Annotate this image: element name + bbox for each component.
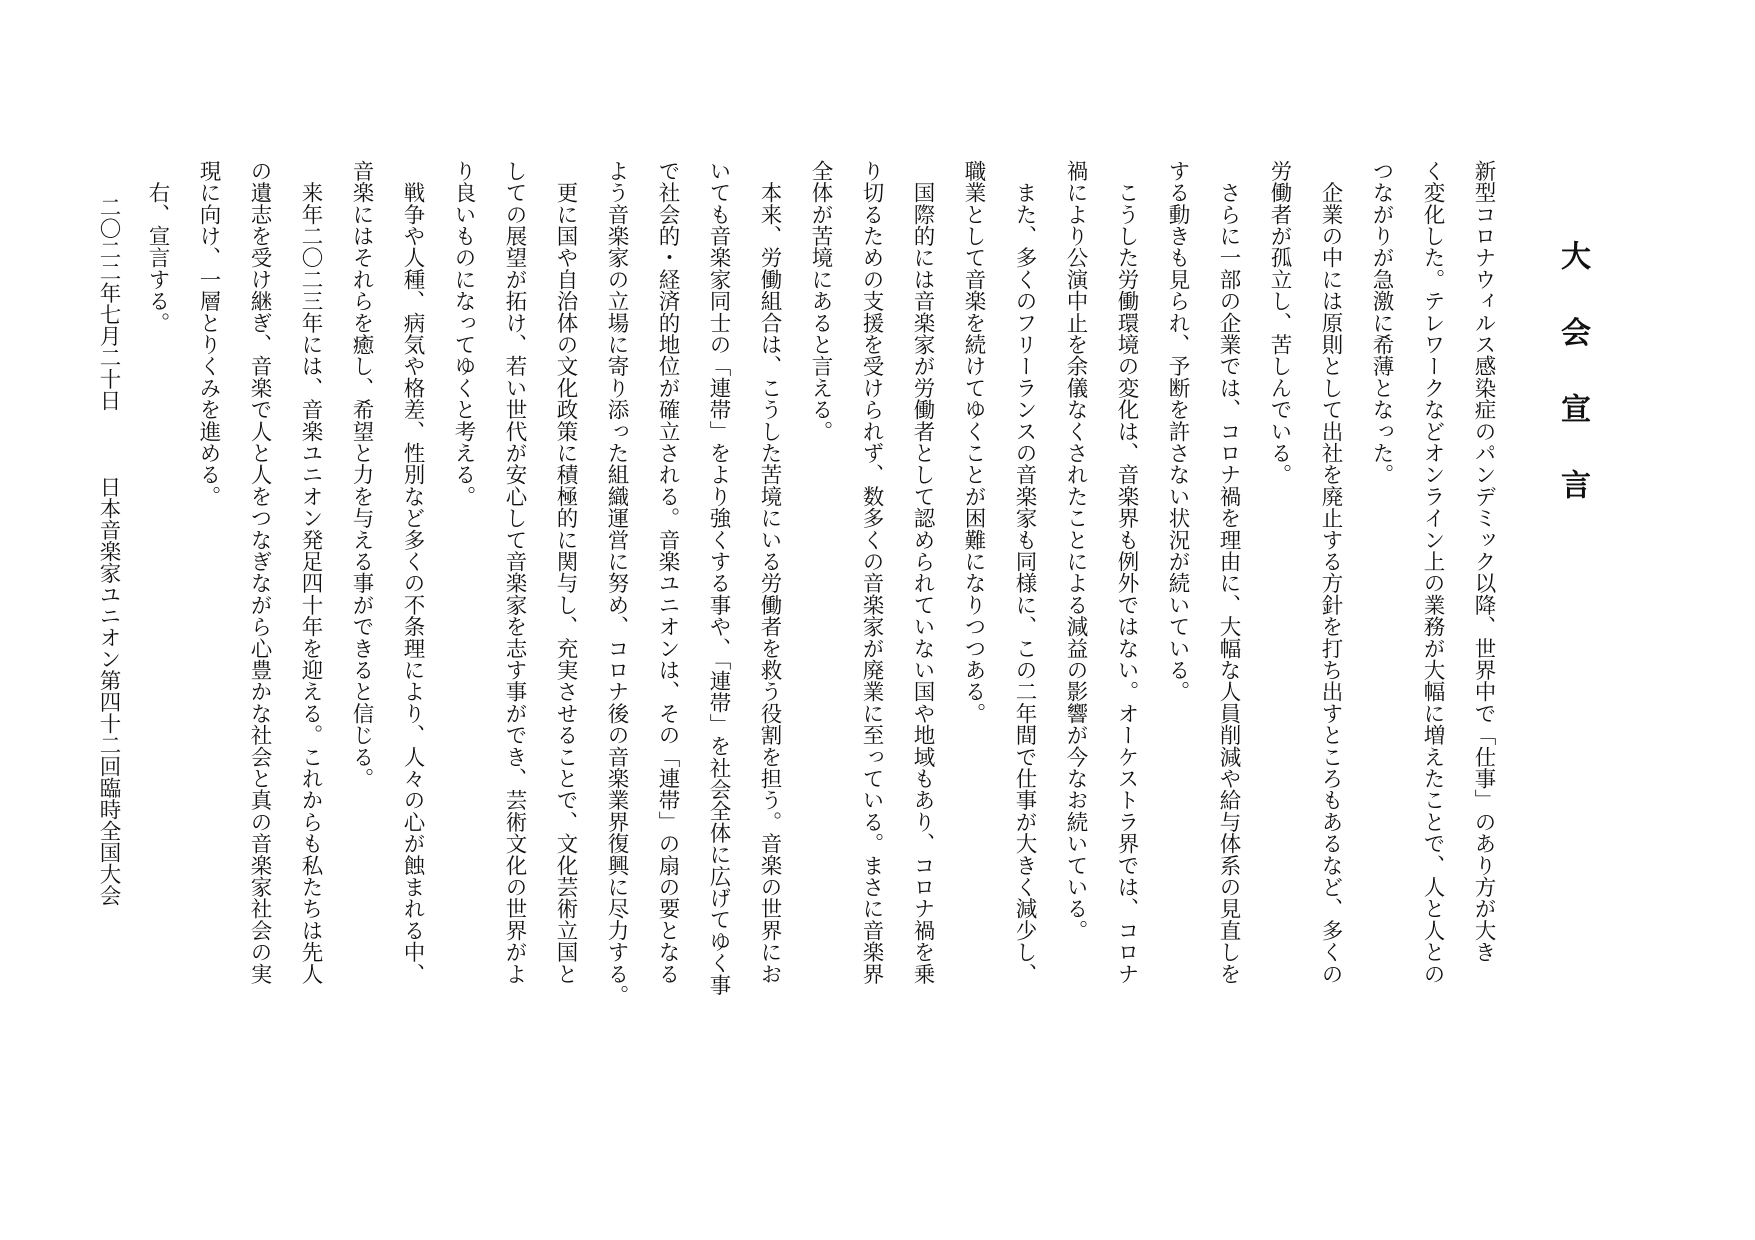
paragraph-7	[591, 160, 795, 1120]
text-line: つながりが急激に希薄となった。	[1369, 160, 1394, 486]
text-line: 右、宣言する。	[145, 160, 170, 334]
paragraph-6	[795, 160, 948, 1120]
text-line: 労働者が孤立し、苦しんでいる。	[1267, 160, 1292, 486]
paragraph-8	[438, 160, 591, 1120]
closing-statement	[132, 160, 183, 1120]
paragraph-2	[1254, 160, 1356, 1120]
text-line: 国際的には音楽家が労働者として認められていない国や地域もあり、コロナ禍を乗	[910, 160, 935, 985]
organization-line: 日本音楽家ユニオン第四十二回臨時全国大会	[96, 475, 121, 906]
text-line: する動きも見られ、予断を許さない状況が続いている。	[1165, 160, 1190, 703]
text-line: の遺志を受け継ぎ、音楽で人と人をつなぎながら心豊かな社会と真の音楽家社会の実	[247, 160, 272, 985]
paragraph-5	[948, 160, 1050, 1120]
paragraph-3	[1152, 160, 1254, 1120]
text-line: よう音楽家の立場に寄り添った組織運営に努め、コロナ後の音楽業界復興に尽力する。	[604, 160, 629, 1007]
text-line: 本来、労働組合は、こうした苦境にいる労働者を救う役割を担う。音楽の世界にお	[757, 160, 782, 985]
text-line: 更に国や自治体の文化政策に積極的に関与し、充実させることで、文化芸術立国と	[553, 160, 578, 985]
paragraph-10	[183, 160, 336, 1120]
text-line: 現に向け、一層とりくみを進める。	[196, 160, 221, 508]
text-line: り切るための支援を受けられず、数多くの音楽家が廃業に至っている。まさに音楽界	[859, 160, 884, 985]
paragraph-4	[1050, 160, 1152, 1120]
text-line: 職業として音楽を続けてゆくことが困難になりつつある。	[961, 160, 986, 725]
text-line: 全体が苦境にあると言える。	[808, 160, 833, 443]
text-line: さらに一部の企業では、コロナ禍を理由に、大幅な人員削減や給与体系の見直しを	[1216, 160, 1241, 985]
text-line: 企業の中には原則として出社を廃止する方針を打ち出すところもあるなど、多くの	[1318, 160, 1343, 985]
text-line: こうした労働環境の変化は、音楽界も例外ではない。オーケストラ界では、コロナ	[1114, 160, 1139, 985]
paragraph-1	[1356, 160, 1509, 1120]
text-line: り良いものになってゆくと考える。	[451, 160, 476, 508]
document-title: 大 会 宣 言	[1555, 240, 1590, 518]
signature-block	[86, 196, 130, 976]
text-line: いても音楽家同士の「連帯」をより強くする事や、「連帯」を社会全体に広げてゆく事	[706, 160, 731, 996]
text-line: 新型コロナウィルス感染症のパンデミック以降、世界中で「仕事」のあり方が大き	[1471, 160, 1496, 963]
text-line: 音楽にはそれらを癒し、希望と力を与える事ができると信じる。	[349, 160, 374, 790]
text-line: また、多くのフリーランスの音楽家も同様に、この二年間で仕事が大きく減少し、	[1012, 160, 1037, 985]
text-line: で社会的・経済的地位が確立される。音楽ユニオンは、その「連帯」の扇の要となる	[655, 160, 680, 985]
date-line: 二〇二二年七月二十日	[96, 196, 121, 411]
paragraph-9	[336, 160, 438, 1120]
text-line: 禍により公演中止を余儀なくされたことによる減益の影響が今なお続いている。	[1063, 160, 1088, 942]
text-line: 戦争や人種、病気や格差、性別など多くの不条理により、人々の心が蝕まれる中、	[400, 160, 425, 985]
text-line: く変化した。テレワークなどオンライン上の業務が大幅に増えたことで、人と人との	[1420, 160, 1445, 985]
text-line: しての展望が拓け、若い世代が安心して音楽家を志す事ができ、芸術文化の世界がよ	[502, 160, 527, 985]
text-line: 来年二〇二三年には、音楽ユニオン発足四十年を迎える。これからも私たちは先人	[298, 160, 323, 985]
